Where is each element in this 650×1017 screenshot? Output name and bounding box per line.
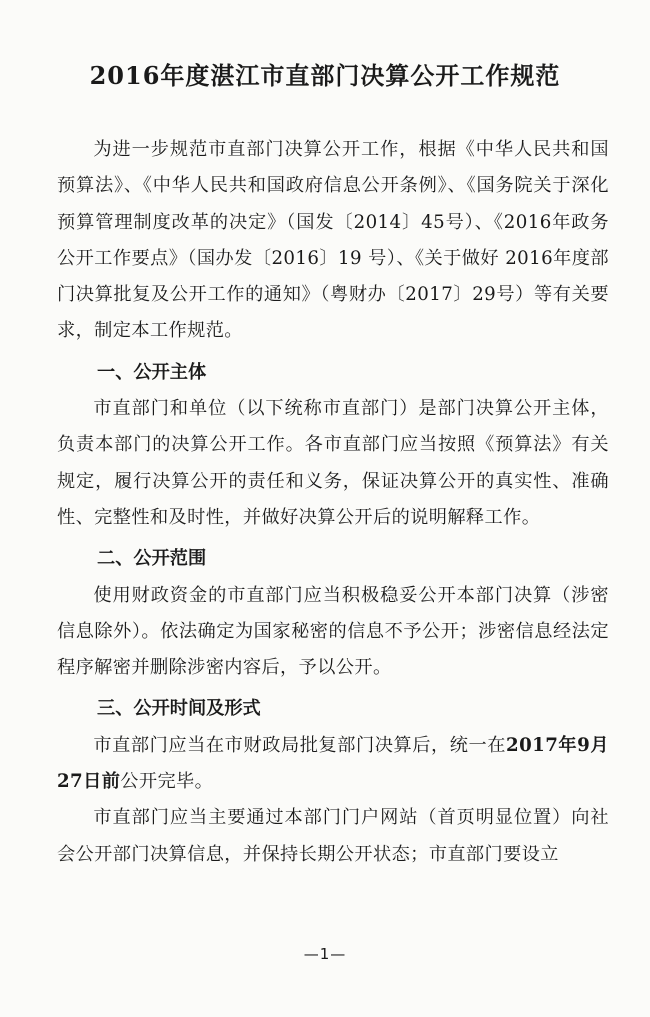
section-3-text-prefix: 市直部门应当在市财政局批复部门决算后，统一在 [93, 734, 507, 756]
deadline-date: 2017年9月27日前 [57, 734, 609, 793]
section-heading-3: 三、公开时间及形式 [97, 698, 261, 720]
page-number: —1— [303, 945, 347, 963]
section-2-paragraph: 使用财政资金的市直部门应当积极稳妥公开本部门决算（涉密信息除外）。依法确定为国家秘密的信息不予公开；涉密信息经法定程序解密并删除涉密内容后，予以公开。 [57, 584, 609, 679]
document-title: 2016年度湛江市直部门决算公开工作规范 [89, 61, 561, 90]
document-body [57, 132, 609, 873]
section-1-paragraph: 市直部门和单位（以下统称市直部门）是部门决算公开主体，负责本部门的决算公开工作。各市直部门应当按照《预算法》有关规定，履行决算公开的责任和义务，保证决算公开的真实性、准确性、完整性和及时性，并做好决算公开后的说明解释工作。 [57, 398, 609, 528]
section-heading-2: 二、公开范围 [97, 548, 207, 570]
section-3-paragraph-1 [57, 728, 609, 801]
section-3-text-suffix: 公开完毕。 [120, 771, 214, 793]
section-heading-1: 一、公开主体 [97, 361, 207, 383]
intro-paragraph: 为进一步规范市直部门决算公开工作，根据《中华人民共和国预算法》、《中华人民共和国政府信息公开条例》、《国务院关于深化预算管理制度改革的决定》（国发〔2014〕45号）、《2016年政务公开工作要点》（国办发〔2016〕19 号）、《关于做好 2016年度部门决算批复及公开工作的通知》（粤财办〔2017〕29号）等有关要求，制定本工作规范。 [57, 139, 609, 342]
section-3-paragraph-2: 市直部门应当主要通过本部门门户网站（首页明显位置）向社会公开部门决算信息，并保持长期公开状态；市直部门要设立 [57, 807, 609, 865]
